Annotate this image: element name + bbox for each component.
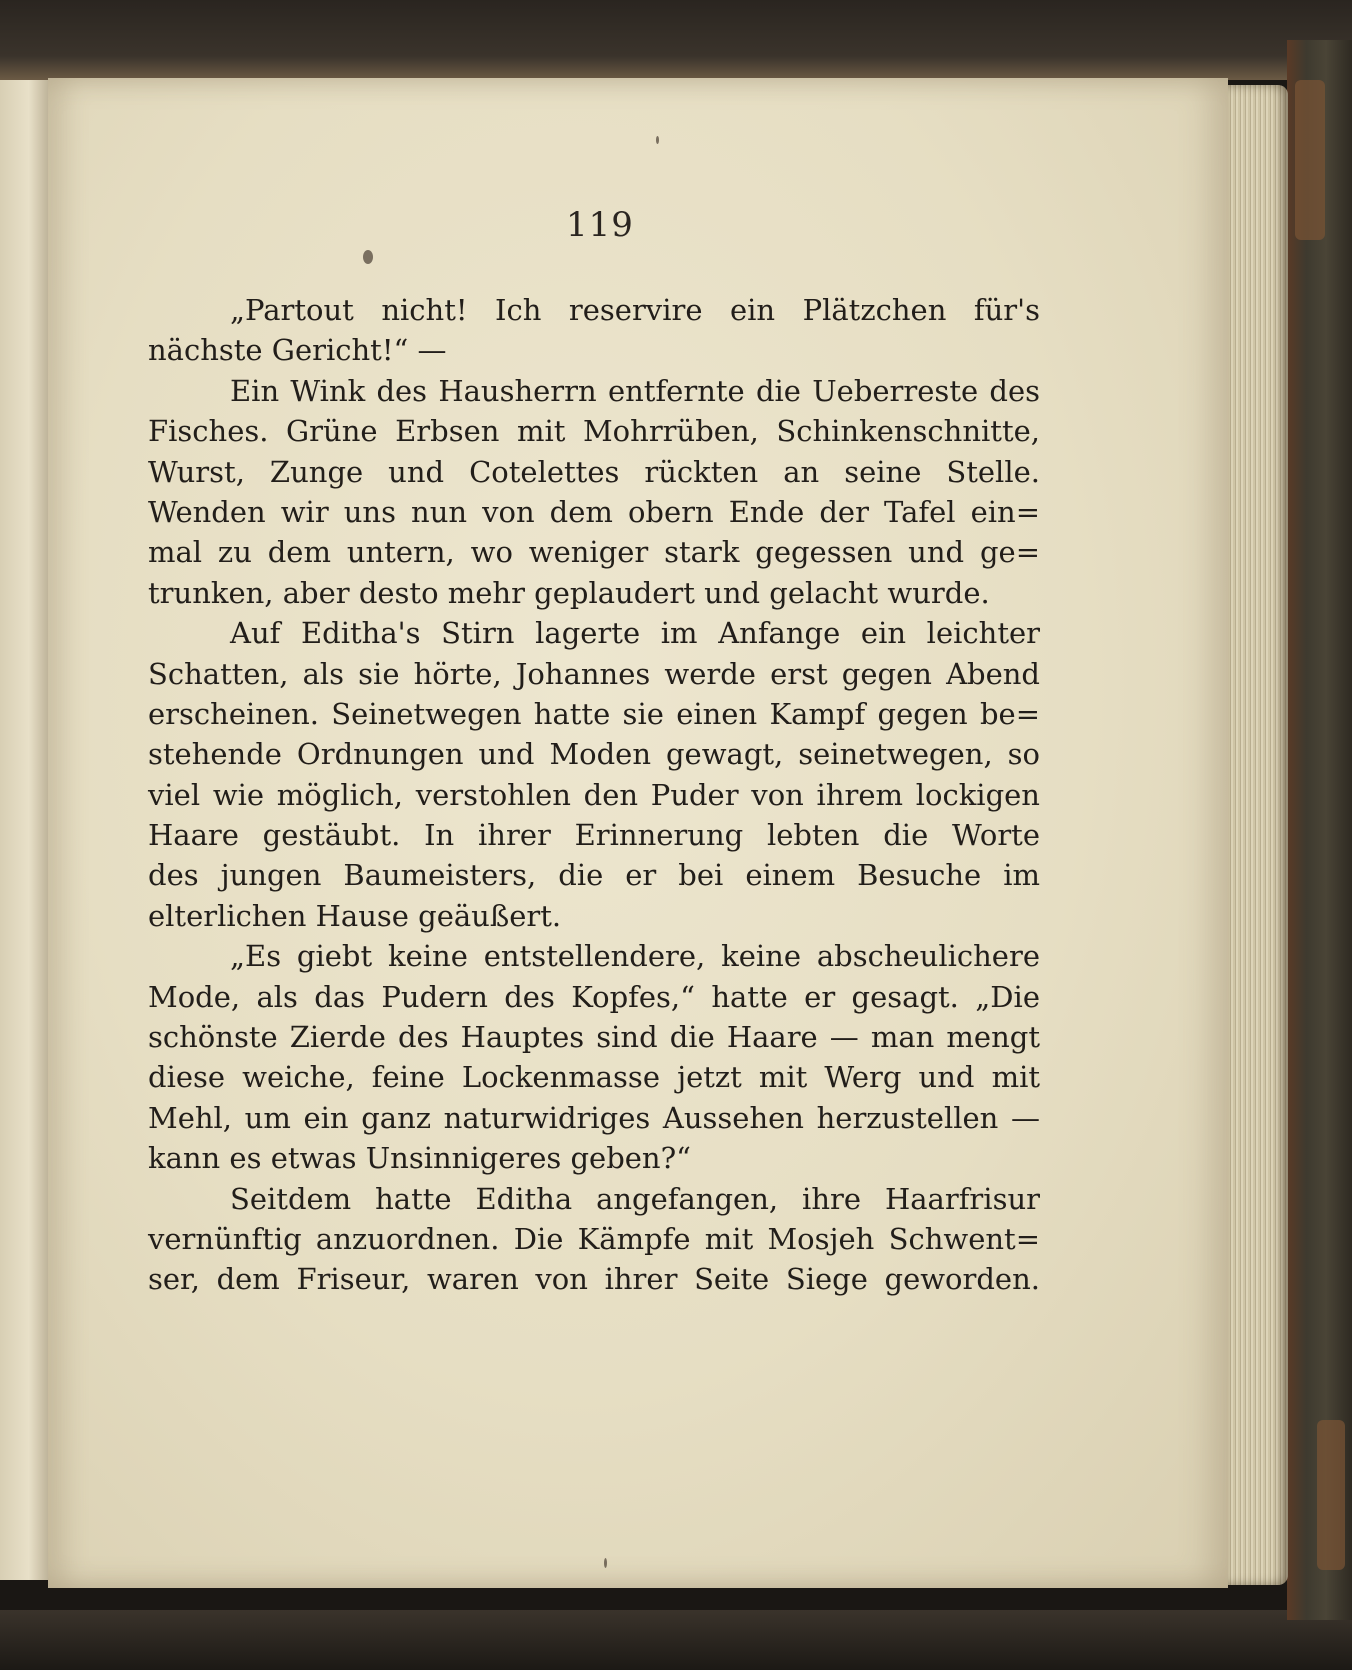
text-line: Schatten, als sie hörte, Johannes werde erst gegen Abend [148,656,1040,691]
text-line: nächste Gericht!“ — [148,333,447,368]
text-line: Haare gestäubt. In ihrer Erinnerung lebten die Worte [148,818,1040,853]
text-line: Seitdem hatte Editha angefangen, ihre Haarfrisur [230,1181,1040,1216]
text-line: mal zu dem untern, wo weniger stark gegessen und ge= [148,535,1040,570]
text-line: Auf Editha's Stirn lagerte im Anfange ein leichter [230,616,1040,651]
book-cover-right [1287,40,1352,1620]
text-line: Mode, als das Pudern des Kopfes,“ hatte er gesagt. „Die [148,979,1040,1014]
book-cover-bottom [0,1610,1352,1670]
text-line: Ein Wink des Hausherrn entfernte die Ueberreste des [230,373,1040,408]
book-cover-top [0,0,1352,80]
text-line: ser, dem Friseur, waren von ihrer Seite Siege geworden. [148,1262,1040,1297]
text-line: schönste Zierde des Hauptes sind die Haare — man mengt [148,1020,1040,1055]
text-line: erscheinen. Seinetwegen hatte sie einen Kampf gegen be= [148,696,1040,731]
facing-page-edge [0,80,50,1580]
page-text [148,290,1040,1300]
text-line: viel wie möglich, verstohlen den Puder von ihrem lockigen [148,777,1040,812]
text-line: Fisches. Grüne Erbsen mit Mohrrüben, Schinkenschnitte, [148,414,1040,449]
text-line: vernünftig anzuordnen. Die Kämpfe mit Mosjeh Schwent= [148,1221,1040,1256]
page-number: 119 [566,205,634,245]
page-stack-edge [1228,85,1288,1585]
text-line: stehende Ordnungen und Moden gewagt, seinetwegen, so [148,737,1040,772]
text-line: „Es giebt keine entstellendere, keine abscheulichere [230,939,1040,974]
text-line: Wurst, Zunge und Cotelettes rückten an seine Stelle. [148,454,1040,489]
text-line: kann es etwas Unsinnigeres geben?“ [148,1141,691,1176]
text-line: des jungen Baumeisters, die er bei einem Besuche im [148,858,1040,893]
text-line: „Partout nicht! Ich reservire ein Plätzchen für's [230,293,1040,327]
text-line: trunken, aber desto mehr geplaudert und gelacht wurde. [148,575,990,610]
text-line: diese weiche, feine Lockenmasse jetzt mit Werg und mit [148,1060,1040,1095]
text-line: Wenden wir uns nun von dem obern Ende der Tafel ein= [148,494,1040,529]
text-line: Mehl, um ein ganz naturwidriges Aussehen herzustellen — [148,1100,1040,1135]
text-line: elterlichen Hause geäußert. [148,898,562,933]
